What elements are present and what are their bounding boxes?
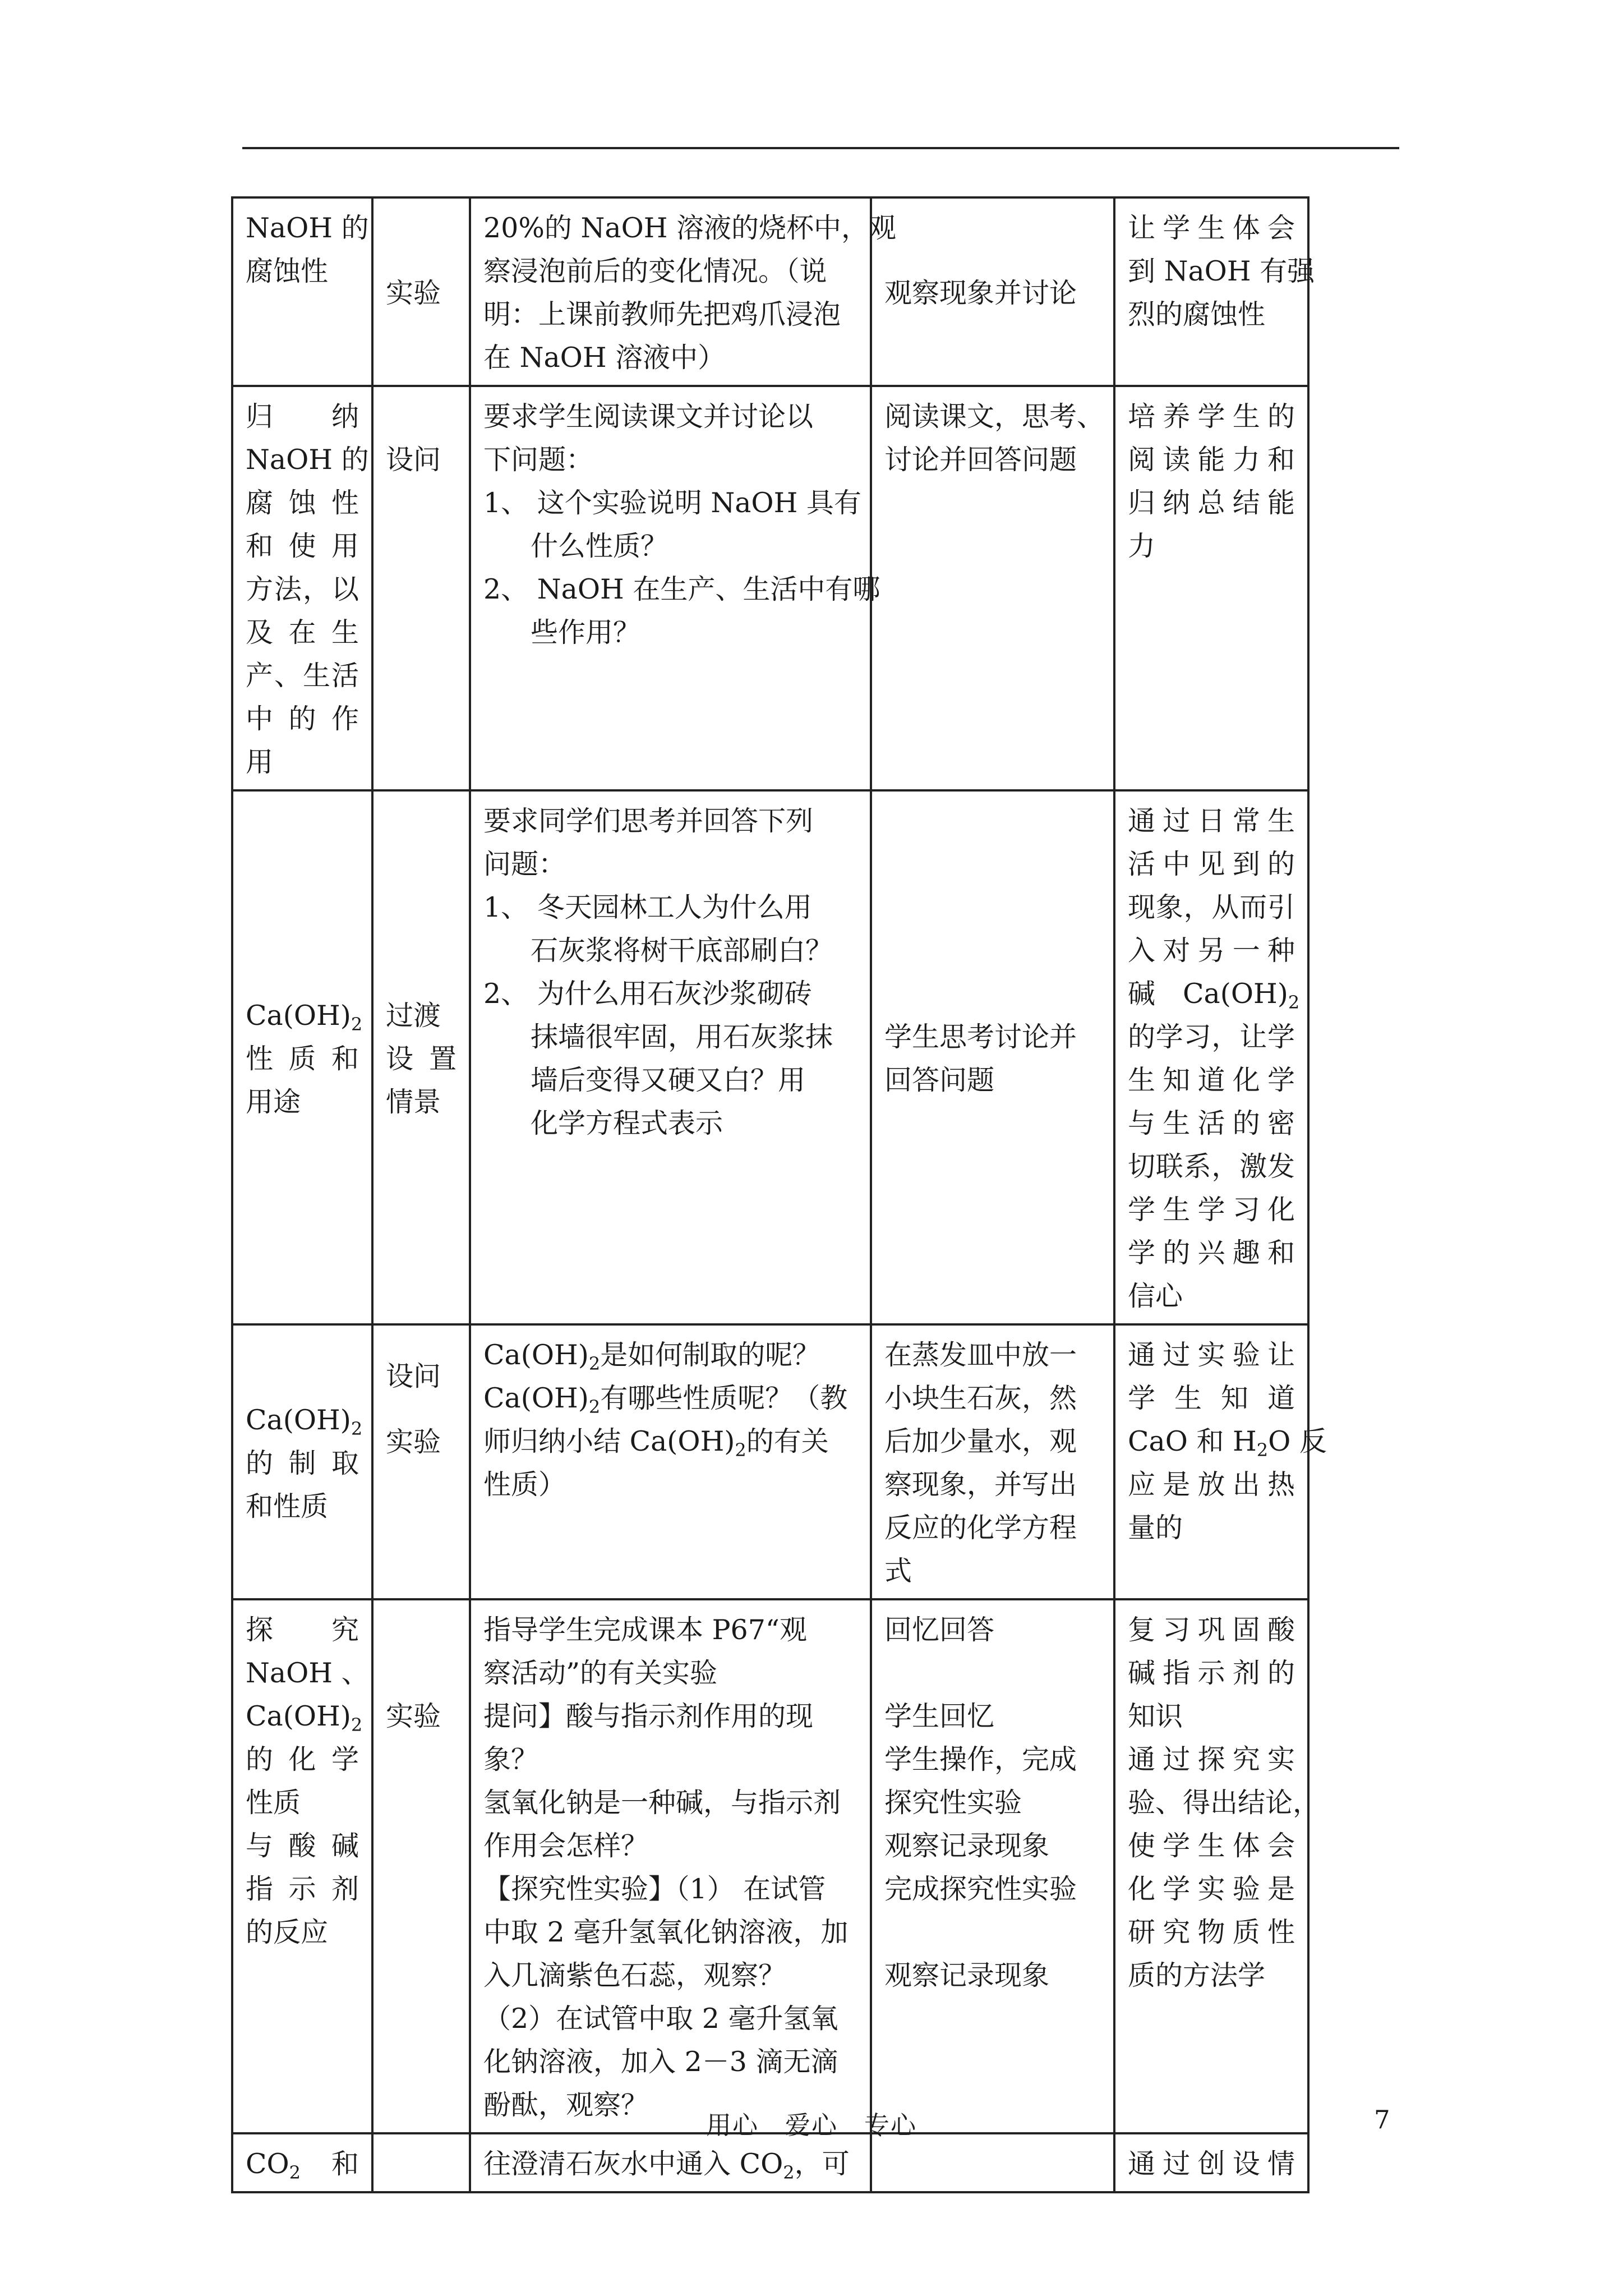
method-cell	[372, 2133, 470, 2192]
topic-cell: $CO_2$ 和	[232, 2133, 372, 2192]
method-cell: 设问	[372, 386, 470, 790]
table-row	[232, 1599, 1308, 2133]
topic-cell: 归 纳 NaOH 的 腐蚀性 和使用 方法，以 及在生 产、生活 中的作 用	[232, 386, 372, 790]
table-row	[232, 1324, 1308, 1599]
table-row	[232, 2133, 1308, 2192]
teacher-activity-cell: 要求学生阅读课文并讨论以 下问题： 1、 这个实验说明 NaOH 具有 什么性质？ 2、 NaOH 在生产、生活中有哪 些作用？	[470, 386, 871, 790]
lesson-plan-table	[231, 196, 1327, 2193]
student-activity-cell: 观察现象并讨论	[871, 197, 1114, 386]
student-activity-cell	[871, 2133, 1114, 2192]
student-activity-cell: 在蒸发皿中放一 小块生石灰，然 后加少量水，观 察现象，并写出 反应的化学方程 式	[871, 1324, 1114, 1599]
teacher-activity-cell: 往澄清石灰水中通入 $CO_2$，可	[470, 2133, 871, 2192]
teacher-activity-cell: $Ca(OH)_2$是如何制取的呢？ $Ca(OH)_2$有哪些性质呢？（教 师归纳小结 $Ca(OH)_2$的有关 性质）	[470, 1324, 871, 1599]
purpose-cell: 通过创设情	[1114, 2133, 1308, 2192]
table-row	[232, 197, 1308, 386]
topic-cell: $Ca(OH)_2$ 的制取 和性质	[232, 1324, 372, 1599]
topic-cell: 探 究 NaOH 、 $Ca(OH)_2$ 的化学 性质 与酸碱 指示剂 的反应	[232, 1599, 372, 2133]
purpose-cell: 培养学生的 阅读能力和 归纳总结能 力	[1114, 386, 1308, 790]
purpose-cell: 通过实验让 学生知道 CaO 和 $H_2O$ 反 应是放出热 量的	[1114, 1324, 1308, 1599]
topic-cell: NaOH 的 腐蚀性	[232, 197, 372, 386]
teacher-activity-cell: 要求同学们思考并回答下列 问题： 1、 冬天园林工人为什么用 石灰浆将树干底部刷白？ 2、 为什么用石灰沙浆砌砖 抹墙很牢固，用石灰浆抹 墙后变得又硬又白？用 化学方程式表示	[470, 790, 871, 1324]
page-number: 7	[1374, 2105, 1390, 2134]
table-row	[232, 790, 1308, 1324]
topic-cell: $Ca(OH)_2$ 性质和 用途	[232, 790, 372, 1324]
teacher-activity-cell: 指导学生完成课本 P67“观 察活动”的有关实验 提问】酸与指示剂作用的现 象？ 氢氧化钠是一种碱，与指示剂 作用会怎样？ 【探究性实验】（1） 在试管 中取 2 毫升氢氧化钠溶液，加 入几滴紫色石蕊，观察？ （2）在试管中取 2 毫升氢氧 化钠溶液，加入 2－3 滴无滴 酚酞，观察？	[470, 1599, 871, 2133]
page-footer: 用心 爱心 专心	[706, 2110, 917, 2140]
student-activity-cell: 阅读课文，思考、 讨论并回答问题	[871, 386, 1114, 790]
student-activity-cell: 学生思考讨论并 回答问题	[871, 790, 1114, 1324]
header-rule	[242, 147, 1399, 149]
purpose-cell: 通过日常生 活中见到的 现象，从而引 入对另一种 碱 $Ca(OH)_2$ 的学习，让学 生知道化学 与生活的密 切联系，激发 学生学习化 学的兴趣和 信心	[1114, 790, 1308, 1324]
method-cell: 实验	[372, 1599, 470, 2133]
student-activity-cell: 回忆回答 学生回忆 学生操作，完成 探究性实验 观察记录现象 完成探究性实验 观察记录现象	[871, 1599, 1114, 2133]
method-cell: 实验	[372, 197, 470, 386]
method-cell: 设问 实验	[372, 1324, 470, 1599]
method-cell: 过渡 设置 情景	[372, 790, 470, 1324]
purpose-cell: 复习巩固酸 碱指示剂的 知识 通过探究实 验、得出结论， 使学生体会 化学实验是 研究物质性 质的方法学	[1114, 1599, 1308, 2133]
purpose-cell: 让学生体会 到 NaOH 有强 烈的腐蚀性	[1114, 197, 1308, 386]
table-row	[232, 386, 1308, 790]
teacher-activity-cell: 20%的 NaOH 溶液的烧杯中，观 察浸泡前后的变化情况。（说 明：上课前教师先把鸡爪浸泡 在 NaOH 溶液中）	[470, 197, 871, 386]
